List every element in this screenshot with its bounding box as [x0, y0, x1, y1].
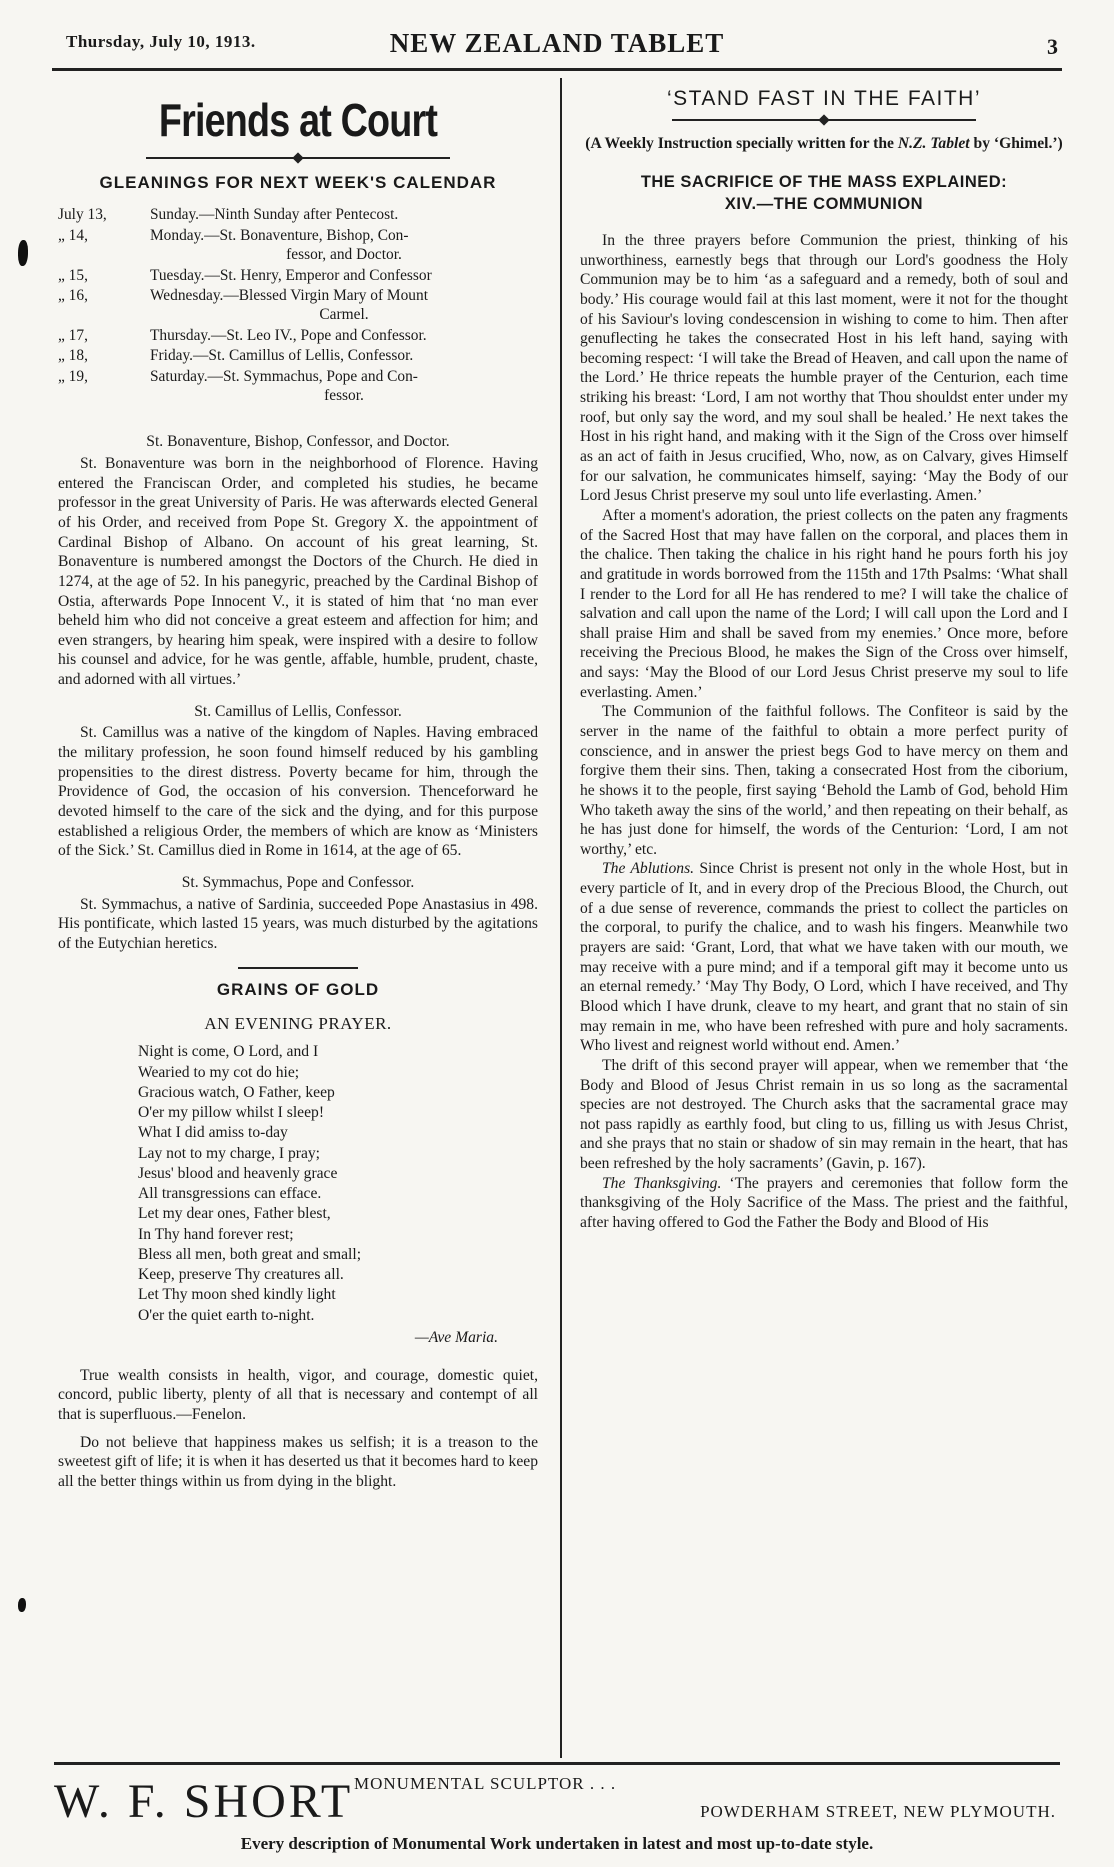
article-paragraph: The Communion of the faithful follows. The Confiteor is said by the server in the name of the faithful to obtain a more perfect purity of conscience, and in answer the priest begs God to have mercy on them and forgive them their sins. Then, taking a consecrated Host from the ciborium, he shows it to the people, first saying ‘Behold the Lamb of God, behold Him Who taketh away the sins of the world,’ and then repeating on their behalf, as he has just done for himself, the words of the Centurion: ‘Lord, I am not worthy,’ etc.: [580, 703, 1068, 858]
poem-line: What I did amiss to-day: [138, 1124, 288, 1142]
article-paragraph: In the three prayers before Communion the priest, thinking of his unworthiness, earnestly begs that through our Lord's goodness the Holy Communion may be to him ‘as a safeguard and a remedy, both of soul and body.’ His courage would fail at this last moment, were it not for the thought of his Saviour's loving condescension in wishing to come to him. Then after genuflecting he takes the consecrated Host in his left hand, saying with becoming respect: ‘I will take the Bread of Heaven, and call upon the name of the Lord.’ He thrice repeats the humble prayer of the Centurion, each time striking his breast: ‘Lord, I am not worthy that Thou shouldst enter under my roof, but only say the word, and my soul shall be healed.’ He next takes the Host in his right hand, and making with it the Sign of the Cross over himself as an act of faith in Jesus crucified, Who, now, as on Calvary, gives Himself for our salvation, he communicates himself, saying: ‘May the Body of our Lord Jesus Christ preserve my soul unto life everlasting. Amen.’: [580, 231, 1068, 505]
saint-paragraph: St. Symmachus, a native of Sardinia, succeeded Pope Anastasius in 498. His pontificate, which lasted 15 years, was much disturbed by the agitations of the Eutychian heretics.: [58, 895, 538, 952]
advertiser-trade: MONUMENTAL SCULPTOR . . .: [354, 1774, 617, 1793]
calendar-text: Friday.—St. Camillus of Lellis, Confessor.: [150, 347, 414, 365]
saint-heading: St. Symmachus, Pope and Confessor.: [181, 873, 415, 891]
calendar-text: Wednesday.—Blessed Virgin Mary of Mount Carmel.: [150, 286, 428, 324]
poem-line: Lay not to my charge, I pray;: [138, 1144, 321, 1162]
poem-line: All transgressions can efface.: [138, 1185, 322, 1203]
left-column: [58, 82, 538, 1491]
column-divider: [560, 78, 562, 1758]
advertiser-tagline: Every description of Monumental Work undertaken in latest and most up-to-date style.: [240, 1834, 874, 1853]
column-title: ‘STAND FAST IN THE FAITH’: [666, 87, 982, 110]
poem-line: Let Thy moon shed kindly light: [138, 1286, 336, 1304]
poem-line: O'er the quiet earth to-night.: [138, 1306, 315, 1324]
masthead: [52, 28, 1062, 70]
calendar-date: „ 18,: [58, 347, 88, 365]
ornament-divider: [58, 154, 538, 162]
saint-paragraph: St. Bonaventure was born in the neighborhood of Florence. Having entered the Franciscan Order, and completed his studies, he became professor in the great University of Paris. He was afterwards elected General of his Order, and received from Pope St. Gregory X. the appointment of Cardinal Bishop of Albano. On account of his great learning, St. Bonaventure is numbered amongst the Doctors of the Church. He died in 1274, at the age of 52. In his panegyric, preached by the Cardinal Bishop of Ostia, afterwards Pope Innocent V., it is stated of him that ‘no man ever beheld him who did not conceive a great esteem and affection for him; and even strangers, by hearing him speak, were inspired with a desire to follow his counsel and advice, for he was gentle, affable, humble, prudent, chaste, and adorned with all virtues.’: [58, 455, 538, 689]
footer-rule: [54, 1762, 1060, 1765]
column-subtitle: (A Weekly Instruction specially written for the N.Z. Tablet by ‘Ghimel.’): [585, 135, 1063, 153]
calendar-date: „ 16,: [58, 286, 88, 304]
calendar-text: Saturday.—St. Symmachus, Pope and Con- fessor.: [150, 367, 418, 405]
quote-paragraph: True wealth consists in health, vigor, and courage, domestic quiet, concord, public liberty, plenty of all that is necessary and contempt of all that is superfluous.—Fenelon.: [58, 1366, 538, 1423]
ink-blot-mark: [18, 1598, 26, 1612]
calendar-date: „ 15,: [58, 266, 88, 284]
calendar-text: Tuesday.—St. Henry, Emperor and Confessor: [150, 266, 432, 284]
poem-line: Night is come, O Lord, and I: [138, 1043, 319, 1061]
calendar-text: Sunday.—Ninth Sunday after Pentecost.: [150, 206, 399, 224]
grains-heading: GRAINS OF GOLD: [216, 980, 380, 1000]
calendar-entry: [58, 226, 538, 265]
poem-line: In Thy hand forever rest;: [138, 1225, 294, 1243]
ornament-divider: [580, 116, 1068, 124]
calendar-text: Monday.—St. Bonaventure, Bishop, Con- fessor, and Doctor.: [150, 226, 409, 264]
poem-line: O'er my pillow whilst I sleep!: [138, 1104, 325, 1122]
poem-line: Gracious watch, O Father, keep: [138, 1083, 335, 1101]
column-title: Friends at Court: [158, 94, 438, 146]
saint-heading: St. Camillus of Lellis, Confessor.: [194, 702, 402, 720]
poem-attribution: —Ave Maria.: [414, 1328, 498, 1346]
right-column: [580, 82, 1068, 1233]
quote-paragraph: Do not believe that happiness makes us selfish; it is a treason to the sweetest gift of life; it is when it has deserted us that it becomes hard to keep all the better things within us from dying in the blight.: [58, 1433, 538, 1490]
calendar-entry: [58, 326, 538, 345]
calendar-entry: [58, 286, 538, 325]
poem-line: Keep, preserve Thy creatures all.: [138, 1266, 344, 1284]
ink-blot-mark: [18, 240, 28, 266]
saint-paragraph: St. Camillus was a native of the kingdom of Naples. Having embraced the military profession, he soon found himself reduced by his gambling propensities to the direst distress. Poverty became for him, through the Providence of God, the occasion of his conversion. Thenceforward he devoted himself to the care of the sick and the dying, and for this purpose established a religious Order, the members of which are know as ‘Ministers of the Sick.’ St. Camillus died in Rome in 1614, at the age of 65.: [58, 724, 538, 860]
publication-title: NEW ZEALAND TABLET: [389, 28, 725, 58]
calendar-entry: [58, 205, 538, 224]
short-divider: [58, 967, 538, 969]
calendar-date: „ 19,: [58, 367, 88, 385]
advertiser-address: POWDERHAM STREET, NEW PLYMOUTH.: [700, 1802, 1056, 1821]
calendar-heading: GLEANINGS FOR NEXT WEEK'S CALENDAR: [99, 172, 497, 192]
calendar-date: July 13,: [58, 206, 107, 224]
calendar-entry: [58, 346, 538, 365]
calendar-text: Thursday.—St. Leo IV., Pope and Confessor.: [150, 326, 427, 344]
poem-line: Let my dear ones, Father blest,: [138, 1205, 331, 1223]
poem-line: Jesus' blood and heavenly grace: [138, 1164, 338, 1182]
article-paragraph: The drift of this second prayer will appear, when we remember that ‘the Body and Blood of Jesus Christ remain in us so long as the sacramental species are not destroyed. The Church asks that the sacramental grace may not pass rapidly as earthly food, but cling to us, filling us with Jesus Christ, and she prays that no stain or shadow of sin may remain in the heart, that has been refreshed by the holy sacraments’ (Gavin, p. 167).: [580, 1056, 1068, 1173]
article-paragraph: The Thanksgiving. ‘The prayers and ceremonies that follow form the thanksgiving of the Holy Sacrifice of the Mass. The priest and the faithful, after having offered to God the Father the Body and Blood of His: [580, 1174, 1069, 1231]
issue-date: Thursday, July 10, 1913.: [66, 32, 256, 51]
poem-line: Wearied to my cot do hie;: [138, 1063, 300, 1081]
section-heading: THE SACRIFICE OF THE MASS EXPLAINED: XIV.—THE COMMUNION: [640, 173, 1008, 213]
calendar-list: [58, 205, 538, 405]
advertiser-name: W. F. SHORT: [54, 1775, 354, 1828]
poem-title: AN EVENING PRAYER.: [204, 1013, 392, 1033]
calendar-date: „ 17,: [58, 326, 88, 344]
calendar-entry: [58, 367, 538, 406]
poem-line: Bless all men, both great and small;: [138, 1245, 362, 1263]
article-paragraph: The Ablutions. Since Christ is present not only in the whole Host, but in every particle of It, and in every drop of the Precious Blood, the Church, out of a due sense of reverence, commands the priest to collect the particles on the corporal, to purify the chalice, and to wash his fingers. Meanwhile two prayers are said: ‘Grant, Lord, that what we have taken with our mouth, we may receive with a pure mind; and if a temporal gift may it become unto us an eternal remedy.’ ‘May Thy Body, O Lord, which I have received, and Thy Blood which I have drunk, cleave to my heart, and grant that no stain of sin may remain in me, who have been refreshed with pure and holy sacraments. Who livest and reignest world without end. Amen.’: [580, 860, 1068, 1055]
saint-heading: St. Bonaventure, Bishop, Confessor, and Doctor.: [146, 433, 450, 451]
calendar-date: „ 14,: [58, 226, 88, 244]
calendar-entry: [58, 266, 538, 285]
advertisement: [54, 1768, 1060, 1858]
poem: [138, 1042, 538, 1326]
article-paragraph: After a moment's adoration, the priest collects on the paten any fragments of the Sacred Host that may have fallen on the corporal, and places them in the chalice. Then taking the chalice in his right hand he pours forth his joy and gratitude in words borrowed from the 115th and 17th Psalms: ‘What shall I render to the Lord for all He has rendered to me? I will take the chalice of salvation and call upon the name of the Lord; I will call upon the Lord and I shall praise Him and shall be saved from my enemies.’ Once more, before receiving the Precious Blood, he makes the Sign of the Cross over himself, and says: ‘May the Blood of our Lord Jesus Christ preserve my soul to life everlasting. Amen.’: [580, 506, 1068, 701]
page-number: 3: [1047, 34, 1058, 59]
masthead-rule: [52, 68, 1062, 71]
